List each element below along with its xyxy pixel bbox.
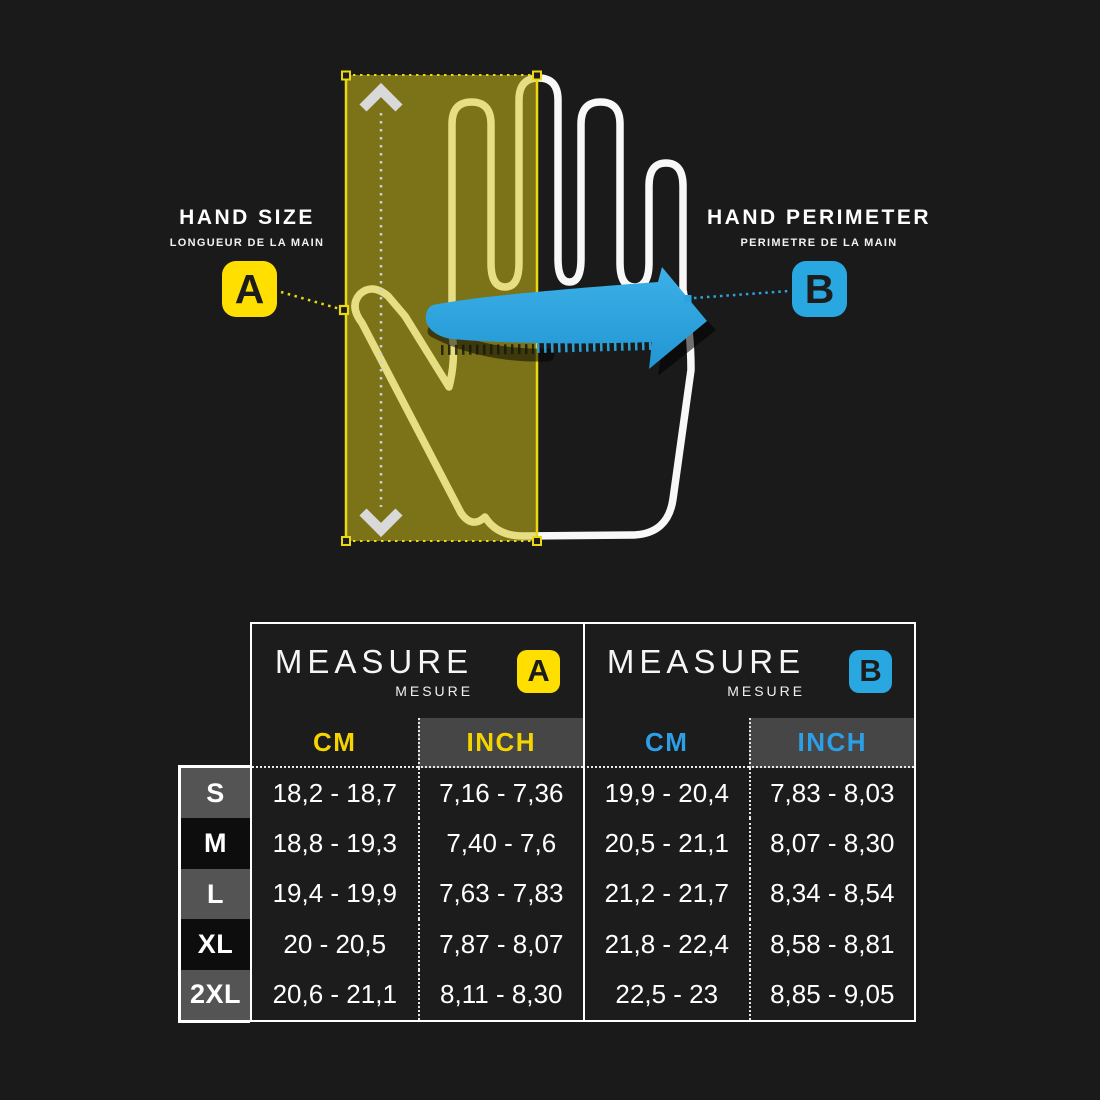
connector-b-handle	[684, 295, 692, 303]
size-label-m: M	[181, 818, 250, 868]
measure-b-badge: B	[849, 650, 892, 693]
col-header-b-cm: CM	[583, 718, 749, 768]
connector-a-line	[281, 292, 340, 309]
size-labels-column	[178, 765, 250, 1023]
zone-handle-bottom-left	[342, 537, 350, 545]
cell-xl-b-cm: 21,8 - 22,4	[583, 919, 749, 969]
size-label-xl: XL	[181, 919, 250, 969]
hand-perimeter-title: HAND PERIMETER	[706, 206, 931, 229]
cell-m-b-cm: 20,5 - 21,1	[583, 818, 749, 868]
zone-handle-top-right	[533, 72, 541, 80]
cell-l-a-inch: 7,63 - 7,83	[418, 869, 584, 919]
size-label-s: S	[181, 768, 250, 818]
measure-b-header	[583, 624, 914, 718]
cell-m-a-cm: 18,8 - 19,3	[272, 828, 397, 859]
measure-b-subtitle: MESURE	[727, 683, 806, 699]
measure-a-subtitle: MESURE	[395, 683, 474, 699]
cell-xl-a-inch: 7,87 - 8,07	[418, 919, 584, 969]
cell-2xl-a-inch: 8,11 - 8,30	[418, 970, 584, 1020]
cell-m-b-inch: 8,07 - 8,30	[749, 818, 915, 868]
size-label-l: L	[181, 869, 250, 919]
cell-s-a-inch: 7,16 - 7,36	[418, 768, 584, 818]
measure-a-header	[252, 624, 583, 718]
tick-marks-blue	[537, 345, 652, 348]
marker-a-badge: A	[222, 261, 277, 317]
zone-handle-top-left	[342, 72, 350, 80]
cell-s-b-inch: 7,83 - 8,03	[749, 768, 915, 818]
cell-2xl-b-cm: 22,5 - 23	[583, 970, 749, 1020]
cell-xl-a-cm: 20 - 20,5	[283, 928, 387, 959]
marker-b-badge: B	[792, 261, 847, 317]
cell-s-b-cm: 19,9 - 20,4	[583, 768, 749, 818]
connector-a-handle	[340, 306, 348, 314]
cell-xl-b-inch: 8,58 - 8,81	[749, 919, 915, 969]
connector-b-line	[694, 291, 789, 298]
measure-a-titles	[275, 643, 473, 699]
col-header-b-inch: INCH	[749, 718, 915, 768]
zone-handle-bottom-right	[533, 537, 541, 545]
cell-m-a-inch: 7,40 - 7,6	[418, 818, 584, 868]
size-label-2xl: 2XL	[181, 970, 250, 1020]
measure-a-title: MEASURE	[274, 643, 474, 680]
col-header-a-cm: CM	[252, 718, 418, 768]
cell-2xl-a-cm: 20,6 - 21,1	[272, 979, 397, 1010]
cell-l-b-inch: 8,34 - 8,54	[749, 869, 915, 919]
cell-l-b-cm: 21,2 - 21,7	[583, 869, 749, 919]
size-table	[178, 622, 916, 1022]
measure-b-title: MEASURE	[606, 643, 806, 680]
measure-table	[250, 622, 916, 1022]
cell-2xl-b-inch: 8,85 - 9,05	[749, 970, 915, 1020]
measure-a-badge: A	[517, 650, 560, 693]
hand-perimeter-label	[689, 206, 949, 249]
cell-s-a-cm: 18,2 - 18,7	[272, 777, 397, 808]
hand-size-subtitle: LONGUEUR DE LA MAIN	[169, 237, 325, 249]
cell-l-a-cm: 19,4 - 19,9	[272, 878, 397, 909]
col-header-a-inch: INCH	[418, 718, 584, 768]
hand-size-label	[117, 206, 377, 249]
measure-b-titles	[607, 643, 805, 699]
hand-size-title: HAND SIZE	[179, 206, 315, 229]
hand-perimeter-subtitle: PERIMETRE DE LA MAIN	[740, 237, 898, 249]
